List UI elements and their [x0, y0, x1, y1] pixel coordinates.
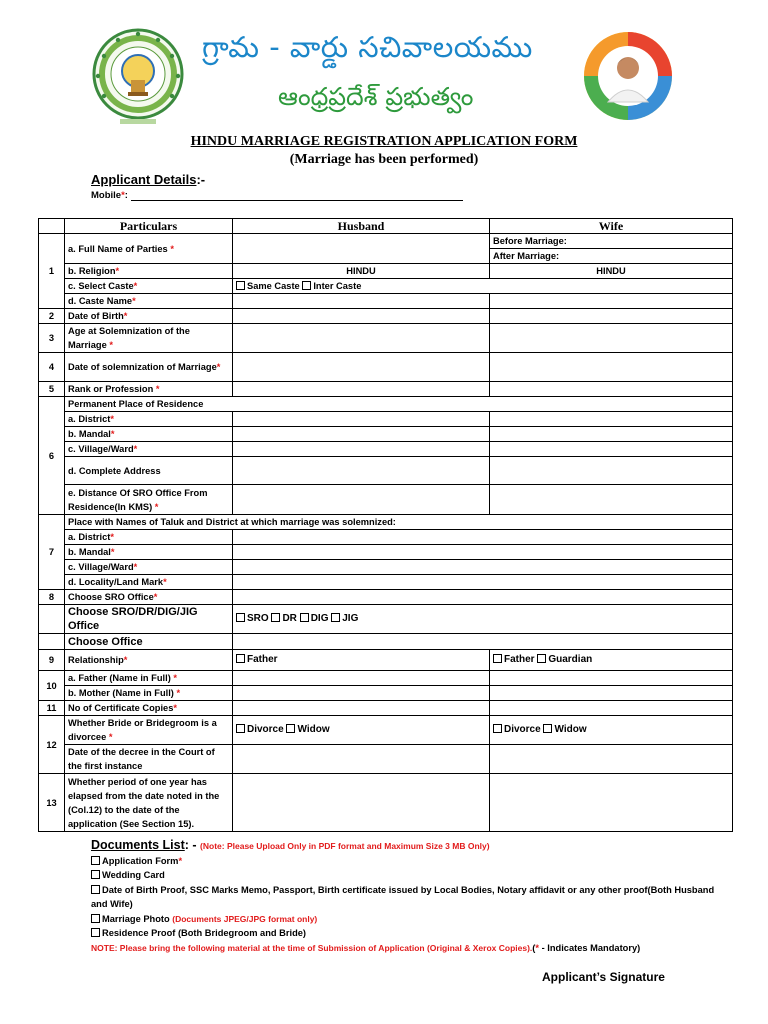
row-number: 10 — [39, 671, 65, 701]
banner-title-telugu: గ్రామ - వార్డు సచివాలయము — [202, 30, 533, 64]
after-marriage-label: After Marriage: — [493, 251, 560, 261]
jig-checkbox[interactable] — [331, 613, 340, 622]
row-number: 4 — [39, 353, 65, 382]
husband-father-label: Father — [247, 654, 278, 665]
applicant-details-label: Applicant Details — [91, 172, 197, 187]
wife-period-field[interactable] — [490, 774, 733, 832]
inter-caste-checkbox[interactable] — [302, 281, 311, 290]
wife-dob-field[interactable] — [490, 309, 733, 324]
wife-father-label: Father — [504, 654, 535, 665]
row-number-blank — [39, 605, 65, 634]
wife-age-field[interactable] — [490, 324, 733, 353]
row-number: 9 — [39, 650, 65, 671]
office-field[interactable] — [233, 634, 733, 650]
wife-widow-label: Widow — [554, 724, 587, 735]
registration-table — [38, 218, 733, 832]
wife-village-field[interactable] — [490, 442, 733, 457]
wife-father-name-field[interactable] — [490, 671, 733, 686]
banner-subtitle-telugu: ఆంధ్రప్రదేశ్ ప్రభుత్వం — [278, 82, 474, 111]
label-divorcee: Whether Bride or Bridegroom is a divorcee * — [65, 716, 233, 745]
sro-office-field[interactable] — [233, 590, 733, 605]
wife-relationship-options — [490, 650, 733, 671]
husband-age-field[interactable] — [233, 324, 490, 353]
husband-date-solemnization-field[interactable] — [233, 353, 490, 382]
row-number-blank — [39, 634, 65, 650]
husband-mandal-field[interactable] — [233, 427, 490, 442]
label-complete-address: d. Complete Address — [65, 457, 233, 485]
doc-item-marriage-photo: Marriage Photo (Documents JPEG/JPG format only) — [91, 912, 731, 927]
doc-item-dob-proof: Date of Birth Proof, SSC Marks Memo, Passport, Birth certificate issued by Local Bodies, Notary affidavit or any other proof(Both Husband and Wife) — [91, 884, 715, 909]
row-number: 5 — [39, 382, 65, 397]
form-subtitle: (Marriage has been performed) — [289, 152, 479, 167]
jig-label: JIG — [342, 613, 359, 624]
husband-village-field[interactable] — [233, 442, 490, 457]
husband-full-name-field[interactable] — [233, 234, 490, 264]
dr-checkbox[interactable] — [271, 613, 280, 622]
submission-note: NOTE: Please bring the following material at the time of Submission of Application (Original & Xerox Copies).(* - Indicates Mandatory) — [91, 942, 641, 953]
applicant-signature-label: Applicant’s Signature — [542, 970, 665, 984]
husband-period-field[interactable] — [233, 774, 490, 832]
header-wife: Wife — [490, 219, 733, 234]
wedding-card-checkbox[interactable] — [91, 870, 100, 879]
label-cert-copies: No of Certificate Copies* — [65, 701, 233, 716]
wife-distance-field[interactable] — [490, 485, 733, 515]
documents-heading-label: Documents List — [91, 838, 185, 852]
caste-options — [233, 279, 733, 294]
documents-heading — [91, 838, 731, 854]
row-number: 3 — [39, 324, 65, 353]
label-dob: Date of Birth* — [65, 309, 233, 324]
label-district-2: a. District* — [65, 530, 233, 545]
wife-divorce-checkbox[interactable] — [493, 724, 502, 733]
row-number: 13 — [39, 774, 65, 832]
marriage-photo-checkbox[interactable] — [91, 914, 100, 923]
applicant-details-suffix: :- — [196, 172, 206, 187]
row-number: 7 — [39, 515, 65, 590]
husband-decree-date-field[interactable] — [233, 745, 490, 774]
label-mandal: b. Mandal* — [65, 427, 233, 442]
label-place-solemnized: Place with Names of Taluk and District at which marriage was solemnized: — [65, 515, 733, 530]
sro-label: SRO — [247, 613, 269, 624]
wife-mandal-field[interactable] — [490, 427, 733, 442]
label-choose-sro-dr: Choose SRO/DR/DIG/JIG Office — [65, 605, 233, 634]
label-distance-sro: e. Distance Of SRO Office From Residence(In KMS) * — [65, 485, 233, 515]
dob-proof-checkbox[interactable] — [91, 885, 100, 894]
row-number: 2 — [39, 309, 65, 324]
husband-father-checkbox[interactable] — [236, 654, 245, 663]
label-choose-office: Choose Office — [65, 634, 233, 650]
wife-divorcee-options — [490, 716, 733, 745]
husband-widow-label: Widow — [297, 724, 330, 735]
doc-item-residence-proof: Residence Proof (Both Bridegroom and Bride) — [91, 926, 731, 941]
label-locality: d. Locality/Land Mark* — [65, 575, 233, 590]
label-full-name: a. Full Name of Parties * — [65, 234, 233, 264]
wife-widow-checkbox[interactable] — [543, 724, 552, 733]
wife-date-solemnization-field[interactable] — [490, 353, 733, 382]
husband-mother-name-field[interactable] — [233, 686, 490, 701]
solemnized-village-field[interactable] — [233, 560, 733, 575]
header-blank — [39, 219, 65, 234]
label-father-name: a. Father (Name in Full) * — [65, 671, 233, 686]
label-caste-name: d. Caste Name* — [65, 294, 233, 309]
required-mark: * — [121, 190, 125, 201]
banner — [92, 24, 676, 130]
solemnized-mandal-field[interactable] — [233, 545, 733, 560]
husband-widow-checkbox[interactable] — [286, 724, 295, 733]
husband-religion-value: HINDU — [233, 264, 490, 279]
husband-divorce-label: Divorce — [247, 724, 284, 735]
label-village-ward: c. Village/Ward* — [65, 442, 233, 457]
row-number: 12 — [39, 716, 65, 774]
mobile-suffix: : — [124, 190, 131, 201]
solemnized-locality-field[interactable] — [233, 575, 733, 590]
dig-checkbox[interactable] — [300, 613, 309, 622]
label-permanent-residence: Permanent Place of Residence — [65, 397, 733, 412]
documents-list — [91, 838, 731, 955]
office-type-options — [233, 605, 733, 634]
label-period-elapsed: Whether period of one year has elapsed from the date noted in the (Col.12) to the date of the application (See Section 15). — [65, 774, 233, 832]
wife-guardian-label: Guardian — [548, 654, 593, 665]
wife-profession-field[interactable] — [490, 382, 733, 397]
dig-label: DIG — [310, 613, 329, 624]
wife-address-field[interactable] — [490, 457, 733, 485]
mobile-row — [91, 190, 463, 201]
documents-note: (Note: Please Upload Only in PDF format and Maximum Size 3 MB Only) — [200, 841, 490, 851]
doc-item-application-form: Application Form* — [91, 854, 731, 869]
cm-portrait-badge — [582, 26, 674, 126]
row-number: 1 — [39, 234, 65, 309]
husband-divorcee-options — [233, 716, 490, 745]
wife-after-marriage-field[interactable] — [490, 249, 733, 264]
row-number: 6 — [39, 397, 65, 515]
before-marriage-label: Before Marriage: — [493, 236, 567, 246]
header-particulars: Particulars — [65, 219, 233, 234]
application-form-checkbox[interactable] — [91, 856, 100, 865]
label-age-solemnization: Age at Solemnization of the Marriage * — [65, 324, 233, 353]
label-district: a. District* — [65, 412, 233, 427]
applicant-details-heading — [91, 172, 205, 187]
label-date-solemnization: Date of solemnization of Marriage* — [65, 353, 233, 382]
label-village-ward-2: c. Village/Ward* — [65, 560, 233, 575]
husband-divorce-checkbox[interactable] — [236, 724, 245, 733]
husband-dob-field[interactable] — [233, 309, 490, 324]
husband-district-field[interactable] — [233, 412, 490, 427]
label-decree-date: Date of the decree in the Court of the first instance — [65, 745, 233, 774]
wife-copies-field[interactable] — [490, 701, 733, 716]
solemnized-district-field[interactable] — [233, 530, 733, 545]
wife-mother-name-field[interactable] — [490, 686, 733, 701]
dr-label: DR — [282, 613, 297, 624]
wife-religion-value: HINDU — [490, 264, 733, 279]
residence-proof-checkbox[interactable] — [91, 928, 100, 937]
husband-relationship-options — [233, 650, 490, 671]
ap-emblem-logo — [92, 24, 184, 128]
label-relationship: Relationship* — [65, 650, 233, 671]
inter-caste-label: Inter Caste — [313, 281, 362, 291]
label-religion: b. Religion* — [65, 264, 233, 279]
wife-before-marriage-field[interactable] — [490, 234, 733, 249]
label-choose-sro-office: Choose SRO Office* — [65, 590, 233, 605]
row-number: 8 — [39, 590, 65, 605]
label-rank-profession: Rank or Profession * — [65, 382, 233, 397]
label-mother-name: b. Mother (Name in Full) * — [65, 686, 233, 701]
husband-father-name-field[interactable] — [233, 671, 490, 686]
husband-distance-field[interactable] — [233, 485, 490, 515]
sro-checkbox[interactable] — [236, 613, 245, 622]
husband-copies-field[interactable] — [233, 701, 490, 716]
mobile-input-line[interactable] — [131, 190, 463, 201]
doc-item-wedding-card: Wedding Card — [91, 868, 731, 883]
wife-caste-name-field[interactable] — [490, 294, 733, 309]
header-husband: Husband — [233, 219, 490, 234]
same-caste-checkbox[interactable] — [236, 281, 245, 290]
husband-profession-field[interactable] — [233, 382, 490, 397]
row-number: 11 — [39, 701, 65, 716]
wife-guardian-checkbox[interactable] — [537, 654, 546, 663]
wife-divorce-label: Divorce — [504, 724, 541, 735]
mobile-label: Mobile — [91, 190, 122, 201]
label-mandal-2: b. Mandal* — [65, 545, 233, 560]
wife-decree-date-field[interactable] — [490, 745, 733, 774]
husband-caste-name-field[interactable] — [233, 294, 490, 309]
wife-father-checkbox[interactable] — [493, 654, 502, 663]
wife-district-field[interactable] — [490, 412, 733, 427]
documents-heading-suffix: : - — [184, 838, 201, 852]
label-select-caste: c. Select Caste* — [65, 279, 233, 294]
husband-address-field[interactable] — [233, 457, 490, 485]
form-title: HINDU MARRIAGE REGISTRATION APPLICATION FORM — [190, 134, 578, 149]
same-caste-label: Same Caste — [247, 281, 300, 291]
